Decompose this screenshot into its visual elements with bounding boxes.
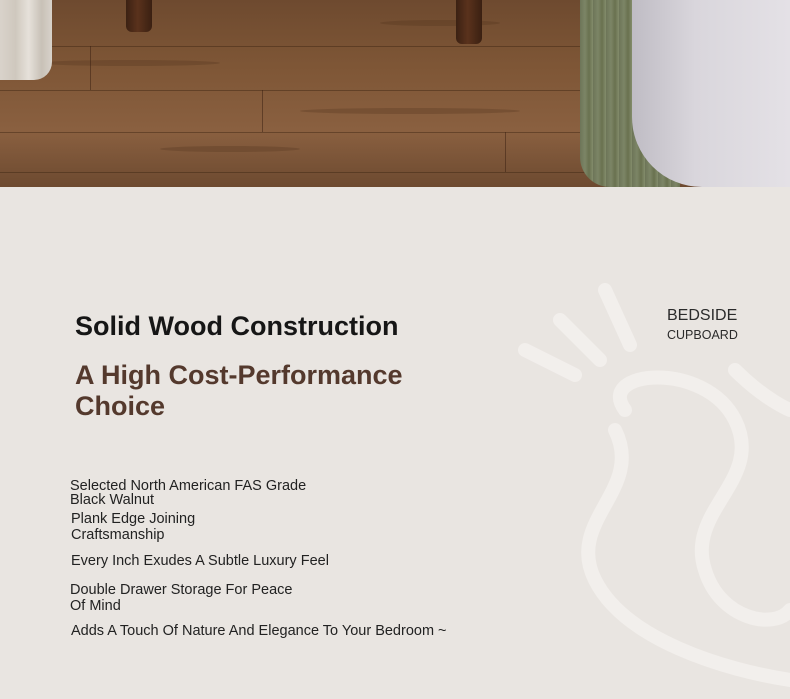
wood-grain — [40, 60, 220, 66]
bed-linen — [632, 0, 790, 187]
floor-seam — [262, 90, 263, 132]
cabinet-leg — [456, 0, 482, 44]
brand-title: BEDSIDE — [667, 307, 738, 324]
feature-item-luxury: Every Inch Exudes A Subtle Luxury Feel — [71, 553, 329, 569]
page-subtitle: A High Cost-Performance Choice — [75, 360, 403, 421]
page-title: Solid Wood Construction — [75, 311, 399, 341]
floor-seam — [90, 46, 91, 90]
feature-item-nature: Adds A Touch Of Nature And Elegance To Your Bedroom ~ — [71, 623, 447, 639]
feature-item-edge-joining: Plank Edge Joining Craftsmanship — [71, 511, 196, 543]
wood-grain — [380, 20, 500, 26]
feature-item-walnut: Selected North American FAS Grade Black Walnut — [70, 478, 307, 508]
wood-grain — [160, 146, 300, 152]
curtain — [0, 0, 52, 80]
brand-subtitle: CUPBOARD — [667, 328, 738, 342]
flourish-watermark-icon — [505, 250, 790, 699]
wood-grain — [300, 108, 520, 114]
hero-photo — [0, 0, 790, 187]
floor-seam — [505, 132, 506, 172]
cabinet-leg — [126, 0, 152, 32]
feature-item-drawer-storage: Double Drawer Storage For Peace Of Mind — [70, 582, 293, 614]
